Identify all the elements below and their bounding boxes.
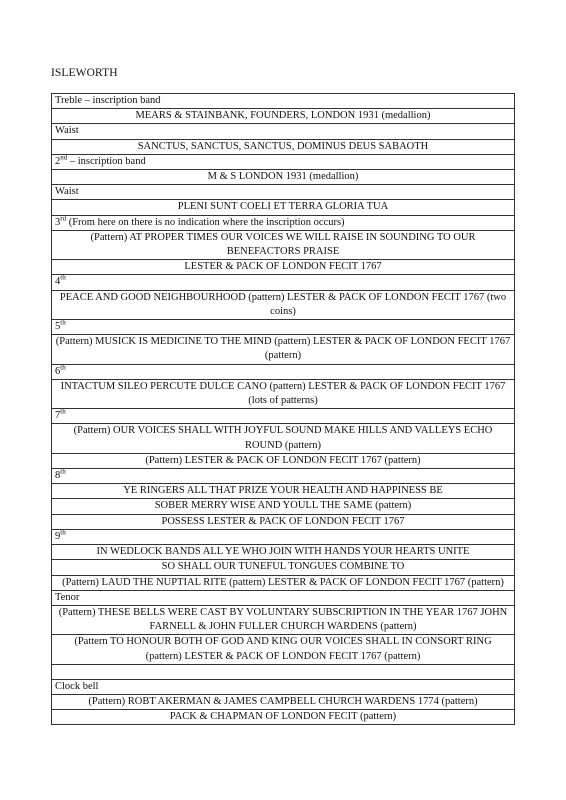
table-row [52, 275, 515, 290]
table-row [52, 545, 515, 560]
inscription-cell: SO SHALL OUR TUNEFUL TONGUES COMBINE TO [52, 560, 515, 575]
bell-number: 7 [55, 410, 61, 422]
ordinal-suffix: th [60, 407, 66, 416]
bell-number: 8 [55, 470, 61, 482]
inscription-cell: (Pattern) LESTER & PACK OF LONDON FECIT 1767 (pattern) [52, 453, 515, 468]
bell-heading-text: (From here on there is no indication where the inscription occurs) [66, 216, 345, 228]
bell-heading-cell [52, 469, 515, 484]
table-row [52, 200, 515, 215]
table-row [52, 409, 515, 424]
bell-heading-cell [52, 185, 515, 200]
table-row [52, 185, 515, 200]
table-row [52, 154, 515, 169]
bell-heading-cell [52, 679, 515, 694]
table-row [52, 230, 515, 259]
bell-heading-cell [52, 154, 515, 169]
table-row [52, 320, 515, 335]
inscription-cell: (Pattern) OUR VOICES SHALL WITH JOYFUL SOUND MAKE HILLS AND VALLEYS ECHO ROUND (pattern) [52, 424, 515, 453]
table-body [52, 94, 515, 725]
ordinal-suffix: th [60, 528, 66, 537]
table-row [52, 364, 515, 379]
table-row [52, 635, 515, 664]
inscription-cell: PACK & CHAPMAN OF LONDON FECIT (pattern) [52, 710, 515, 725]
ordinal-suffix: th [60, 318, 66, 327]
inscription-cell: (Pattern) AT PROPER TIMES OUR VOICES WE WILL RAISE IN SOUNDING TO OUR BENEFACTORS PRAISE [52, 230, 515, 259]
bell-heading-text: Waist [55, 125, 79, 137]
bell-number: 3 [55, 216, 61, 228]
table-row [52, 453, 515, 468]
bell-heading-text: Tenor [55, 591, 80, 603]
table-row [52, 139, 515, 154]
ordinal-suffix: th [60, 467, 66, 476]
bell-heading-cell [52, 529, 515, 544]
bell-heading-cell [52, 590, 515, 605]
inscription-cell: M & S LONDON 1931 (medallion) [52, 170, 515, 185]
table-row [52, 710, 515, 725]
table-row [52, 664, 515, 679]
table-row [52, 94, 515, 109]
table-row [52, 469, 515, 484]
table-row [52, 560, 515, 575]
inscription-cell: INTACTUM SILEO PERCUTE DULCE CANO (pattern) LESTER & PACK OF LONDON FECIT 1767 (lots of patterns) [52, 379, 515, 408]
bell-heading-cell [52, 364, 515, 379]
table-row [52, 694, 515, 709]
inscription-cell: POSSESS LESTER & PACK OF LONDON FECIT 1767 [52, 514, 515, 529]
bell-heading-text: Waist [55, 186, 79, 198]
bell-number: 9 [55, 530, 61, 542]
table-row [52, 499, 515, 514]
table-row [52, 379, 515, 408]
inscription-cell: IN WEDLOCK BANDS ALL YE WHO JOIN WITH HANDS YOUR HEARTS UNITE [52, 545, 515, 560]
table-row [52, 679, 515, 694]
table-row [52, 529, 515, 544]
ordinal-suffix: nd [60, 153, 68, 162]
inscription-cell: LESTER & PACK OF LONDON FECIT 1767 [52, 260, 515, 275]
ordinal-suffix: rd [60, 214, 67, 223]
bell-number: 5 [55, 321, 61, 333]
inscription-cell: (Pattern) ROBT AKERMAN & JAMES CAMPBELL CHURCH WARDENS 1774 (pattern) [52, 694, 515, 709]
page-title: ISLEWORTH [51, 67, 118, 79]
table-row [52, 335, 515, 364]
inscription-cell: SOBER MERRY WISE AND YOULL THE SAME (pattern) [52, 499, 515, 514]
bell-heading-cell [52, 320, 515, 335]
bell-heading-cell [52, 215, 515, 230]
table-row [52, 109, 515, 124]
bell-heading-text: Clock bell [55, 680, 99, 692]
inscription-cell: (Pattern TO HONOUR BOTH OF GOD AND KING OUR VOICES SHALL IN CONSORT RING (pattern) LESTER & PACK OF LONDON FECIT 1767 (pattern) [52, 635, 515, 664]
bell-heading-cell [52, 275, 515, 290]
table-row [52, 484, 515, 499]
table-row [52, 424, 515, 453]
inscription-cell: PLENI SUNT COELI ET TERRA GLORIA TUA [52, 200, 515, 215]
blank-cell [52, 664, 515, 679]
inscription-cell: (Pattern) MUSICK IS MEDICINE TO THE MIND (pattern) LESTER & PACK OF LONDON FECIT 1767 (pattern) [52, 335, 515, 364]
bell-heading-text: – inscription band [67, 155, 146, 167]
inscription-cell: (Pattern) LAUD THE NUPTIAL RITE (pattern) LESTER & PACK OF LONDON FECIT 1767 (pattern) [52, 575, 515, 590]
bell-number: 4 [55, 276, 61, 288]
bell-number: 2 [55, 155, 61, 167]
inscription-cell: (Pattern) THESE BELLS WERE CAST BY VOLUNTARY SUBSCRIPTION IN THE YEAR 1767 JOHN FARNELL & JOHN FULLER CHURCH WARDENS (pattern) [52, 605, 515, 634]
inscription-cell: MEARS & STAINBANK, FOUNDERS, LONDON 1931 (medallion) [52, 109, 515, 124]
table-row [52, 575, 515, 590]
table-row [52, 605, 515, 634]
ordinal-suffix: th [60, 273, 66, 282]
bell-heading-cell [52, 409, 515, 424]
table-row [52, 290, 515, 319]
bell-heading-cell [52, 94, 515, 109]
bell-heading-text: Treble – inscription band [55, 95, 161, 106]
table-row [52, 260, 515, 275]
bell-heading-cell [52, 124, 515, 139]
table-row [52, 514, 515, 529]
table-row [52, 124, 515, 139]
bell-number: 6 [55, 365, 61, 377]
table-row [52, 170, 515, 185]
bell-inscriptions-table [51, 93, 515, 725]
ordinal-suffix: th [60, 363, 66, 372]
inscription-cell: PEACE AND GOOD NEIGHBOURHOOD (pattern) LESTER & PACK OF LONDON FECIT 1767 (two coins) [52, 290, 515, 319]
table-row [52, 215, 515, 230]
table-row [52, 590, 515, 605]
inscription-cell: YE RINGERS ALL THAT PRIZE YOUR HEALTH AND HAPPINESS BE [52, 484, 515, 499]
inscription-cell: SANCTUS, SANCTUS, SANCTUS, DOMINUS DEUS SABAOTH [52, 139, 515, 154]
